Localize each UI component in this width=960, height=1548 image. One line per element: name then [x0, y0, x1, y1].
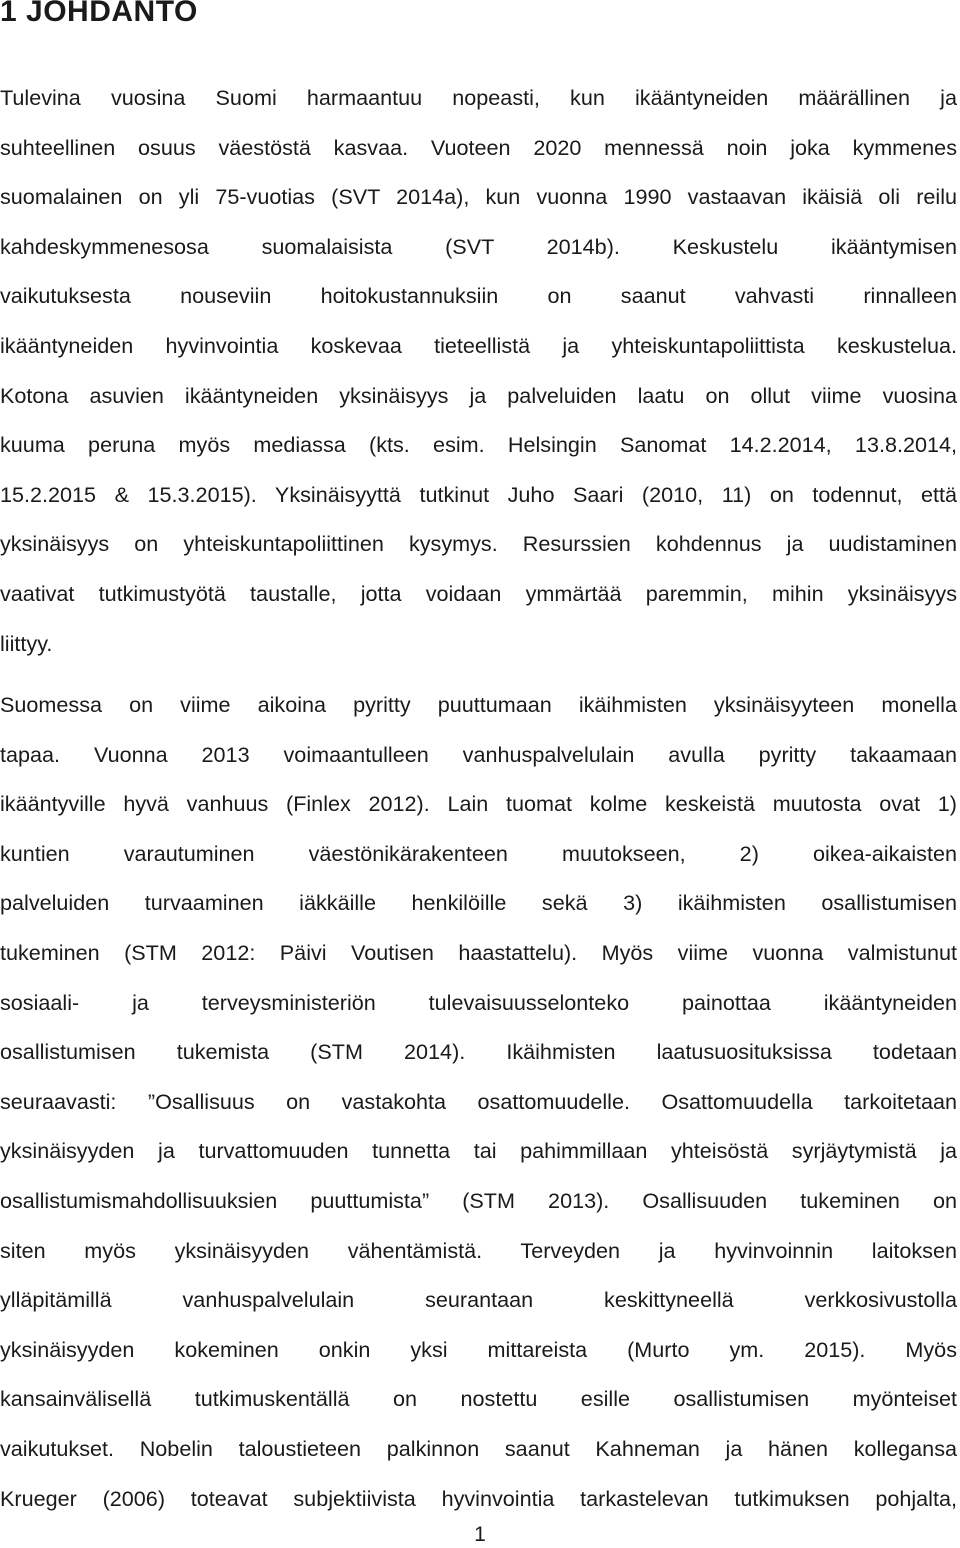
paragraph-line: kuuma peruna myös mediassa (kts. esim. Helsingin Sanomat 14.2.2014, 13.8.2014, — [0, 432, 957, 458]
paragraph-line: Tulevina vuosina Suomi harmaantuu nopeasti, kun ikääntyneiden määrällinen ja — [0, 85, 957, 110]
paragraph-line: suomalainen on yli 75-vuotias (SVT 2014a), kun vuonna 1990 vastaavan ikäisiä oli reilu — [0, 184, 957, 210]
paragraph-line: tukeminen (STM 2012: Päivi Voutisen haastattelu). Myös viime vuonna valmistunut — [0, 939, 957, 965]
paragraph-line: vaikutuksesta nouseviin hoitokustannuksiin on saanut vahvasti rinnalleen — [0, 283, 957, 309]
paragraph-line: kahdeskymmenesosa suomalaisista (SVT 2014b). Keskustelu ikääntymisen — [0, 233, 957, 259]
paragraph-line: ylläpitämillä vanhuspalvelulain seurantaan keskittyneellä verkkosivustolla — [0, 1287, 957, 1313]
paragraph-line: suhteellinen osuus väestöstä kasvaa. Vuoteen 2020 mennessä noin joka kymmenes — [0, 134, 957, 160]
paragraph-line: tapaa. Vuonna 2013 voimaantulleen vanhuspalvelulain avulla pyritty takaamaan — [0, 741, 957, 767]
paragraph-line: siten myös yksinäisyyden vähentämistä. Terveyden ja hyvinvoinnin laitoksen — [0, 1237, 957, 1263]
paragraph-intro — [0, 73, 957, 668]
paragraph-line: vaikutukset. Nobelin taloustieteen palkinnon saanut Kahneman ja hänen kollegansa — [0, 1435, 957, 1461]
paragraph-line: kuntien varautuminen väestönikärakenteen muutokseen, 2) oikea-aikaisten — [0, 840, 957, 866]
paragraph-line: ikääntyneiden hyvinvointia koskevaa tieteellistä ja yhteiskuntapoliittista keskustelua. — [0, 332, 957, 358]
paragraph-line: sosiaali- ja terveysministeriön tulevaisuusselonteko painottaa ikääntyneiden — [0, 989, 957, 1015]
paragraph-line: vaativat tutkimustyötä taustalle, jotta voidaan ymmärtää paremmin, mihin yksinäisyys — [0, 580, 957, 606]
page-number: 1 — [474, 1523, 486, 1546]
paragraph-line: liittyy. — [0, 630, 53, 656]
paragraph-line: yksinäisyys on yhteiskuntapoliittinen kysymys. Resurssien kohdennus ja uudistaminen — [0, 531, 957, 557]
paragraph-line: seuraavasti: ”Osallisuus on vastakohta osattomuudelle. Osattomuudella tarkoitetaan — [0, 1088, 957, 1114]
paragraph-line: yksinäisyyden kokeminen onkin yksi mittareista (Murto ym. 2015). Myös — [0, 1336, 957, 1362]
paragraph-line: Suomessa on viime aikoina pyritty puuttumaan ikäihmisten yksinäisyyteen monella — [0, 692, 957, 717]
paragraph-line: ikääntyville hyvä vanhuus (Finlex 2012). Lain tuomat kolme keskeistä muutosta ovat 1) — [0, 791, 957, 817]
chapter-heading: 1 JOHDANTO — [0, 0, 198, 28]
paragraph-line: palveluiden turvaaminen iäkkäille henkilöille sekä 3) ikäihmisten osallistumisen — [0, 890, 957, 916]
paragraph-policy — [0, 680, 957, 1523]
paragraph-line: Krueger (2006) toteavat subjektiivista hyvinvointia tarkastelevan tutkimuksen pohjalta, — [0, 1485, 957, 1511]
paragraph-line: yksinäisyyden ja turvattomuuden tunnetta tai pahimmillaan yhteisöstä syrjäytymistä ja — [0, 1138, 957, 1164]
paragraph-line: Kotona asuvien ikääntyneiden yksinäisyys ja palveluiden laatu on ollut viime vuosina — [0, 382, 957, 408]
paragraph-line: kansainvälisellä tutkimuskentällä on nostettu esille osallistumisen myönteiset — [0, 1386, 957, 1412]
paragraph-line: 15.2.2015 & 15.3.2015). Yksinäisyyttä tutkinut Juho Saari (2010, 11) on todennut, että — [0, 481, 957, 507]
paragraph-line: osallistumisen tukemista (STM 2014). Ikäihmisten laatusuosituksissa todetaan — [0, 1039, 957, 1065]
paragraph-line: osallistumismahdollisuuksien puuttumista” (STM 2013). Osallisuuden tukeminen on — [0, 1187, 957, 1213]
